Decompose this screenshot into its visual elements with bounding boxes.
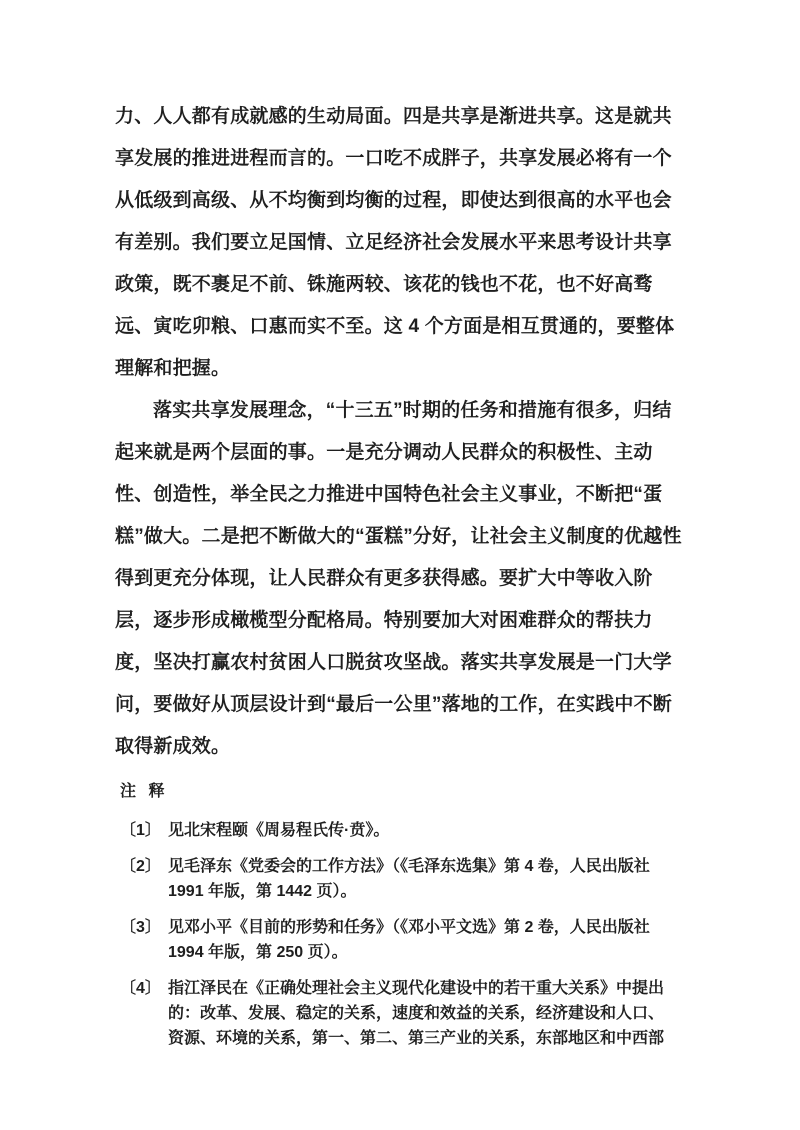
- note-item-1: [120, 818, 695, 843]
- note-label: 〔3〕: [120, 919, 161, 936]
- body-line: 度，坚决打赢农村贫困人口脱贫攻坚战。落实共享发展是一门大学: [115, 652, 672, 673]
- notes-section: [120, 782, 695, 1062]
- note-label: 〔4〕: [120, 980, 161, 997]
- note-text: [168, 854, 695, 904]
- body-line: 层，逐步形成橄榄型分配格局。特别要加大对困难群众的帮扶力: [115, 610, 653, 631]
- note-line: 的：改革、发展、稳定的关系，速度和效益的关系，经济建设和人口、: [168, 1005, 665, 1022]
- body-line: 起来就是两个层面的事。一是充分调动人民群众的积极性、主动: [115, 442, 653, 463]
- body-line: 得到更充分体现，让人民群众有更多获得感。要扩大中等收入阶: [115, 568, 653, 589]
- note-item-2: [120, 854, 695, 904]
- body-line: 从低级到高级、从不均衡到均衡的过程，即使达到很高的水平也会: [115, 190, 672, 211]
- note-line: 1991 年版，第 1442 页）。: [168, 883, 357, 900]
- note-line: 指江泽民在《正确处理社会主义现代化建设中的若干重大关系》中提出: [168, 980, 665, 997]
- note-line: 资源、环境的关系，第一、第二、第三产业的关系，东部地区和中西部: [168, 1030, 665, 1047]
- note-label: 〔2〕: [120, 858, 161, 875]
- body-line: 取得新成效。: [115, 736, 231, 757]
- body-line: 享发展的推进进程而言的。一口吃不成胖子，共享发展必将有一个: [115, 148, 672, 169]
- body-line: 问，要做好从顶层设计到“最后一公里”落地的工作，在实践中不断: [115, 694, 673, 715]
- note-item-4: [120, 976, 695, 1051]
- body-line: 力、人人都有成就感的生动局面。四是共享是渐进共享。这是就共: [115, 106, 672, 127]
- body-line: 政策，既不裹足不前、铢施两较、该花的钱也不花，也不好高骛: [115, 274, 653, 295]
- note-line: 见毛泽东《党委会的工作方法》（《毛泽东选集》第 4 卷，人民出版社: [168, 858, 650, 875]
- note-line: 1994 年版，第 250 页）。: [168, 944, 348, 961]
- body-line: 理解和把握。: [115, 358, 231, 379]
- note-text: [168, 976, 695, 1051]
- note-line: 见邓小平《目前的形势和任务》（《邓小平文选》第 2 卷，人民出版社: [168, 919, 650, 936]
- note-text: [168, 818, 695, 843]
- body-line: 性、创造性，举全民之力推进中国特色社会主义事业，不断把“蛋: [115, 484, 663, 505]
- note-line: 见北宋程颐《周易程氏传·贲》。: [168, 822, 390, 839]
- body-line: 远、寅吃卯粮、口惠而实不至。这 4 个方面是相互贯通的，要整体: [115, 316, 675, 337]
- note-item-3: [120, 915, 695, 965]
- paragraph-2: [115, 390, 682, 768]
- body-line: 有差别。我们要立足国情、立足经济社会发展水平来思考设计共享: [115, 232, 672, 253]
- note-text: [168, 915, 695, 965]
- notes-heading: 注 释: [120, 783, 169, 800]
- body-line: 糕”做大。二是把不断做大的“蛋糕”分好，让社会主义制度的优越性: [115, 526, 682, 547]
- body-text: [115, 96, 682, 768]
- body-line: 落实共享发展理念，“十三五”时期的任务和措施有很多，归结: [153, 400, 672, 421]
- note-label: 〔1〕: [120, 822, 161, 839]
- paragraph-1: [115, 96, 677, 390]
